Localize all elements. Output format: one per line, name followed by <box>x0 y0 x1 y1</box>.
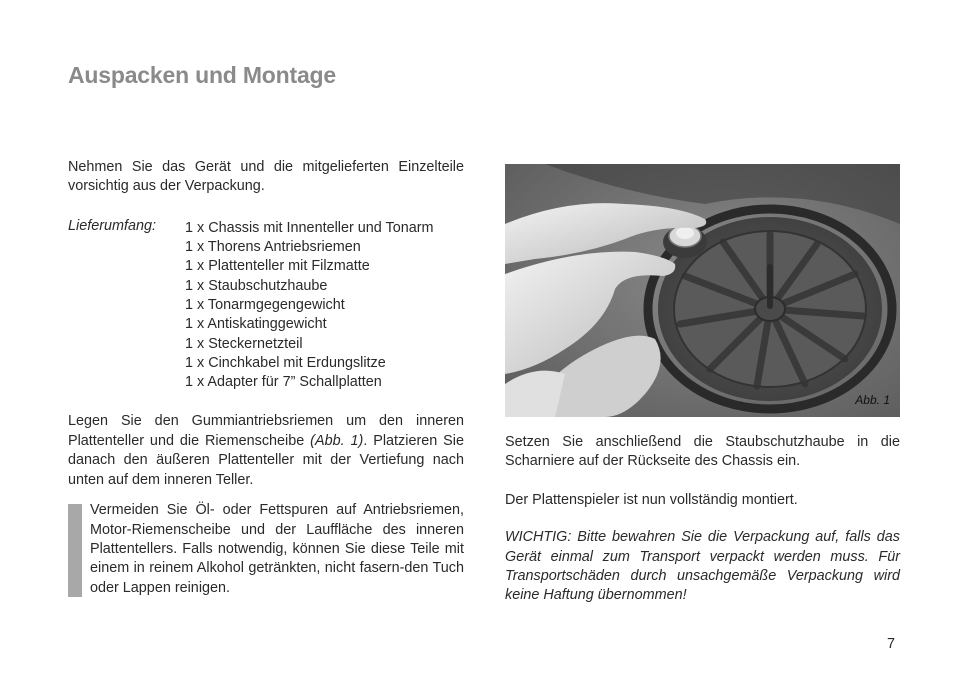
list-item: 1 x Adapter für 7” Schallplatten <box>185 374 382 391</box>
scope-of-delivery <box>68 216 464 393</box>
scope-label: Lieferumfang: <box>68 217 156 234</box>
list-item: 1 x Staubschutzhaube <box>185 277 328 294</box>
note-box <box>68 501 464 598</box>
turntable-illustration <box>505 164 900 417</box>
list-item: 1 x Chassis mit Innenteller und Tonarm <box>185 219 434 236</box>
figure-label: Abb. 1 <box>855 393 890 407</box>
important-note: WICHTIG: Bitte bewahren Sie die Verpackung auf, falls das Gerät einmal zum Transport verpackt werden muss. Für Transportschäden durch unsachgemäße Verpackung wird keine Haftung übernommen! <box>505 529 900 604</box>
note-text: Vermeiden Sie Öl- oder Fettspuren auf Antriebsriemen, Motor-Riemenscheibe und der Lauffläche des inneren Plattentellers. Falls notwendig, können Sie diese Teile mit einem in reinem Alkohol getränkten, nicht fasern-den Tuch oder Lappen reinigen. <box>90 502 464 596</box>
note-bar <box>68 504 82 597</box>
list-item: 1 x Steckernetzteil <box>185 335 303 352</box>
scope-list <box>185 216 434 393</box>
assembled-paragraph: Der Plattenspieler ist nun vollständig montiert. <box>505 491 798 508</box>
left-column <box>68 158 464 598</box>
list-item: 1 x Cinchkabel mit Erdungslitze <box>185 354 386 371</box>
mounting-text-b: . Platzieren Sie danach den äußeren Plattenteller mit der Vertiefung nach unten auf dem inneren Teller. <box>68 432 464 488</box>
page-title: Auspacken und Montage <box>68 62 336 88</box>
list-item: 1 x Thorens Antriebsriemen <box>185 239 361 256</box>
list-item: 1 x Plattenteller mit Filzmatte <box>185 258 370 275</box>
page-number: 7 <box>887 636 896 652</box>
intro-paragraph: Nehmen Sie das Gerät und die mitgelieferten Einzelteile vorsichtig aus der Verpackung. <box>68 159 464 195</box>
dust-cover-paragraph: Setzen Sie anschließend die Staubschutzhaube in die Scharniere auf der Rückseite des Chassis ein. <box>505 434 900 470</box>
list-item: 1 x Tonarmgegengewicht <box>185 297 345 313</box>
mounting-text-a: Legen Sie den Gummiantriebsriemen um den inneren Plattenteller und die Riemenscheibe <box>68 413 464 449</box>
mounting-paragraph <box>68 412 464 490</box>
list-item: 1 x Antiskatinggewicht <box>185 316 327 333</box>
figure-reference: (Abb. 1) <box>310 432 364 449</box>
turntable-photo <box>505 164 900 417</box>
right-column <box>505 164 900 606</box>
